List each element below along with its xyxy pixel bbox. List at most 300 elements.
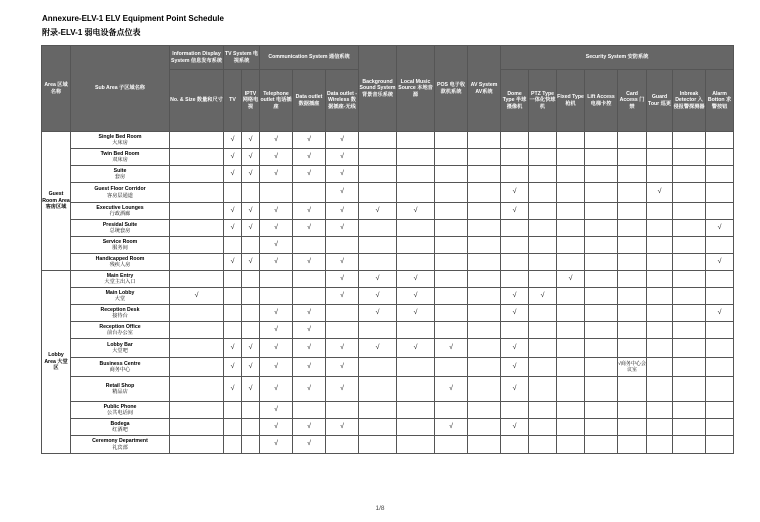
empty-cell	[326, 305, 359, 322]
check-mark: √	[501, 305, 529, 322]
check-mark: √	[326, 254, 359, 271]
empty-cell	[585, 237, 618, 254]
communication-system-header: Communication System 通信系统	[260, 46, 359, 70]
info-display-header: Information Display System 信息发布系统	[170, 46, 224, 70]
empty-cell	[529, 377, 557, 402]
table-row	[42, 419, 734, 436]
empty-cell	[529, 402, 557, 419]
empty-cell	[618, 220, 647, 237]
empty-cell	[647, 132, 673, 149]
empty-cell	[647, 254, 673, 271]
empty-cell	[529, 305, 557, 322]
check-mark: √	[326, 220, 359, 237]
empty-cell	[359, 402, 397, 419]
empty-cell	[359, 166, 397, 183]
area-cell: Guest Room Area 客房区域	[42, 132, 71, 271]
sub-area-name-en: Business Centre	[99, 360, 141, 367]
sub-area-name-en: Public Phone	[103, 403, 137, 410]
check-mark: √	[435, 377, 468, 402]
empty-cell	[706, 183, 734, 203]
empty-cell	[585, 339, 618, 358]
empty-cell	[435, 183, 468, 203]
check-mark: √	[706, 220, 734, 237]
empty-cell	[585, 436, 618, 454]
empty-cell	[529, 254, 557, 271]
empty-cell	[647, 149, 673, 166]
check-mark: √	[706, 305, 734, 322]
empty-cell	[224, 436, 242, 454]
empty-cell	[618, 166, 647, 183]
check-mark: √	[326, 288, 359, 305]
empty-cell	[529, 132, 557, 149]
empty-cell	[706, 132, 734, 149]
empty-cell	[359, 377, 397, 402]
empty-cell	[435, 237, 468, 254]
empty-cell	[170, 305, 224, 322]
empty-cell	[618, 183, 647, 203]
empty-cell	[359, 149, 397, 166]
empty-cell	[706, 166, 734, 183]
telephone-col-header: Telephone outlet 电话插座	[260, 70, 293, 132]
empty-cell	[618, 237, 647, 254]
empty-cell	[326, 402, 359, 419]
wireless-col-header: Data outlet - Wireless 数据插座-无线	[326, 70, 359, 132]
empty-cell	[557, 322, 585, 339]
empty-cell	[359, 132, 397, 149]
empty-cell	[170, 358, 224, 377]
sub-area-cell	[71, 183, 170, 203]
empty-cell	[242, 288, 260, 305]
empty-cell	[647, 237, 673, 254]
check-mark: √	[326, 271, 359, 288]
empty-cell	[618, 419, 647, 436]
empty-cell	[397, 402, 435, 419]
empty-cell	[557, 203, 585, 220]
empty-cell	[706, 377, 734, 402]
table-row	[42, 149, 734, 166]
empty-cell	[585, 305, 618, 322]
empty-cell	[242, 436, 260, 454]
empty-cell	[618, 305, 647, 322]
empty-cell	[468, 305, 501, 322]
empty-cell	[242, 237, 260, 254]
empty-cell	[529, 220, 557, 237]
empty-cell	[435, 220, 468, 237]
empty-cell	[397, 183, 435, 203]
lift-col-header: Lift Access 电梯卡控	[585, 70, 618, 132]
sub-area-name-zh: 总统套房	[109, 228, 131, 234]
tv-system-header: TV System 电视系统	[224, 46, 260, 70]
empty-cell	[170, 132, 224, 149]
sub-area-cell	[71, 132, 170, 149]
empty-cell	[529, 322, 557, 339]
check-mark: √	[224, 358, 242, 377]
inbreak-col-header: Inbreak Detector 入侵报警探测器	[673, 70, 706, 132]
check-mark: √	[706, 254, 734, 271]
sub-area-cell	[71, 254, 170, 271]
equipment-point-schedule-table	[41, 45, 734, 454]
empty-cell	[557, 254, 585, 271]
empty-cell	[397, 436, 435, 454]
empty-cell	[557, 377, 585, 402]
empty-cell	[468, 419, 501, 436]
empty-cell	[468, 203, 501, 220]
empty-cell	[557, 305, 585, 322]
empty-cell	[557, 183, 585, 203]
empty-cell	[647, 436, 673, 454]
sub-area-cell	[71, 377, 170, 402]
check-mark: √	[224, 377, 242, 402]
empty-cell	[501, 132, 529, 149]
sub-area-name-zh: 商务中心	[109, 367, 131, 373]
table-row	[42, 132, 734, 149]
empty-cell	[293, 271, 326, 288]
empty-cell	[647, 322, 673, 339]
check-mark: √	[260, 254, 293, 271]
card-access-note: √商务中心会议室	[618, 358, 647, 377]
table-row	[42, 254, 734, 271]
empty-cell	[673, 436, 706, 454]
empty-cell	[529, 183, 557, 203]
empty-cell	[501, 322, 529, 339]
empty-cell	[468, 402, 501, 419]
check-mark: √	[260, 220, 293, 237]
empty-cell	[585, 358, 618, 377]
empty-cell	[170, 377, 224, 402]
sub-area-name-en: Bodega	[110, 420, 130, 427]
check-mark: √	[242, 339, 260, 358]
check-mark: √	[242, 358, 260, 377]
empty-cell	[326, 322, 359, 339]
empty-cell	[585, 166, 618, 183]
check-mark: √	[293, 132, 326, 149]
area-header: Area 区域名称	[42, 46, 71, 132]
empty-cell	[260, 183, 293, 203]
sub-area-name-zh: 接待台	[112, 313, 128, 319]
sub-area-name-en: Suite	[113, 167, 127, 174]
check-mark: √	[359, 339, 397, 358]
empty-cell	[435, 254, 468, 271]
av-system-header: AV System AV系统	[468, 46, 501, 132]
empty-cell	[468, 436, 501, 454]
check-mark: √	[260, 237, 293, 254]
check-mark: √	[326, 149, 359, 166]
empty-cell	[435, 271, 468, 288]
check-mark: √	[224, 149, 242, 166]
empty-cell	[224, 288, 242, 305]
empty-cell	[529, 166, 557, 183]
sub-area-cell	[71, 419, 170, 436]
empty-cell	[647, 419, 673, 436]
empty-cell	[170, 203, 224, 220]
check-mark: √	[260, 436, 293, 454]
check-mark: √	[293, 149, 326, 166]
empty-cell	[170, 166, 224, 183]
empty-cell	[170, 271, 224, 288]
check-mark: √	[501, 358, 529, 377]
empty-cell	[529, 339, 557, 358]
empty-cell	[673, 183, 706, 203]
empty-cell	[293, 402, 326, 419]
empty-cell	[435, 322, 468, 339]
empty-cell	[170, 402, 224, 419]
document-title-zh: 附录-ELV-1 弱电设备点位表	[42, 28, 141, 37]
sub-area-cell	[71, 322, 170, 339]
check-mark: √	[260, 339, 293, 358]
check-mark: √	[501, 183, 529, 203]
sub-area-cell	[71, 288, 170, 305]
empty-cell	[468, 322, 501, 339]
sub-area-name-zh: 礼宾部	[112, 444, 128, 451]
empty-cell	[170, 254, 224, 271]
guard-col-header: Guard Tour 巡更	[647, 70, 673, 132]
check-mark: √	[397, 271, 435, 288]
check-mark: √	[293, 322, 326, 339]
empty-cell	[224, 419, 242, 436]
empty-cell	[618, 436, 647, 454]
empty-cell	[557, 419, 585, 436]
empty-cell	[501, 149, 529, 166]
check-mark: √	[501, 377, 529, 402]
sub-area-name-zh: 红酒吧	[112, 427, 128, 433]
sub-area-cell	[71, 149, 170, 166]
check-mark: √	[293, 220, 326, 237]
empty-cell	[468, 377, 501, 402]
local-music-header: Local Music Source 本地音源	[397, 46, 435, 132]
empty-cell	[397, 254, 435, 271]
check-mark: √	[242, 132, 260, 149]
sub-area-name-zh: 大床房	[112, 140, 128, 146]
sub-area-name-zh: 公共电话间	[107, 410, 133, 416]
check-mark: √	[501, 288, 529, 305]
check-mark: √	[397, 339, 435, 358]
empty-cell	[706, 322, 734, 339]
empty-cell	[618, 377, 647, 402]
check-mark: √	[224, 132, 242, 149]
empty-cell	[585, 377, 618, 402]
empty-cell	[224, 271, 242, 288]
empty-cell	[673, 358, 706, 377]
sub-area-name-zh: 服务间	[112, 245, 128, 251]
check-mark: √	[224, 203, 242, 220]
sub-area-name-en: Executive Lounges	[96, 204, 144, 211]
empty-cell	[647, 288, 673, 305]
empty-cell	[435, 288, 468, 305]
empty-cell	[706, 203, 734, 220]
empty-cell	[359, 220, 397, 237]
ptz-col-header: PTZ Type 一体化快球机	[529, 70, 557, 132]
empty-cell	[673, 322, 706, 339]
empty-cell	[326, 237, 359, 254]
empty-cell	[435, 166, 468, 183]
empty-cell	[557, 358, 585, 377]
empty-cell	[397, 237, 435, 254]
empty-cell	[468, 132, 501, 149]
sub-area-name-zh: 客房层通道	[107, 192, 133, 199]
empty-cell	[618, 322, 647, 339]
empty-cell	[673, 203, 706, 220]
check-mark: √	[260, 402, 293, 419]
sub-area-cell	[71, 271, 170, 288]
check-mark: √	[293, 339, 326, 358]
empty-cell	[706, 436, 734, 454]
check-mark: √	[326, 203, 359, 220]
check-mark: √	[224, 254, 242, 271]
table-row	[42, 271, 734, 288]
empty-cell	[359, 419, 397, 436]
empty-cell	[359, 358, 397, 377]
empty-cell	[673, 305, 706, 322]
empty-cell	[529, 436, 557, 454]
empty-cell	[618, 254, 647, 271]
empty-cell	[529, 358, 557, 377]
check-mark: √	[242, 166, 260, 183]
empty-cell	[397, 132, 435, 149]
empty-cell	[293, 237, 326, 254]
empty-cell	[585, 322, 618, 339]
sub-area-cell	[71, 237, 170, 254]
empty-cell	[468, 254, 501, 271]
table-row	[42, 183, 734, 203]
empty-cell	[618, 271, 647, 288]
sub-area-name-zh: 精品店	[112, 389, 128, 395]
empty-cell	[468, 149, 501, 166]
check-mark: √	[260, 358, 293, 377]
check-mark: √	[359, 305, 397, 322]
empty-cell	[170, 149, 224, 166]
empty-cell	[585, 271, 618, 288]
empty-cell	[673, 254, 706, 271]
empty-cell	[706, 237, 734, 254]
check-mark: √	[326, 132, 359, 149]
check-mark: √	[557, 271, 585, 288]
page-number: 1/8	[375, 505, 385, 512]
empty-cell	[585, 203, 618, 220]
empty-cell	[224, 183, 242, 203]
dome-col-header: Dome Type 半球摄像机	[501, 70, 529, 132]
document-title-en: Annexure-ELV-1 ELV Equipment Point Schedule	[42, 14, 224, 23]
empty-cell	[647, 305, 673, 322]
empty-cell	[468, 237, 501, 254]
empty-cell	[673, 132, 706, 149]
empty-cell	[557, 288, 585, 305]
check-mark: √	[435, 339, 468, 358]
empty-cell	[359, 183, 397, 203]
empty-cell	[397, 149, 435, 166]
empty-cell	[706, 419, 734, 436]
empty-cell	[647, 402, 673, 419]
check-mark: √	[260, 305, 293, 322]
sub-area-name-zh: 套房	[114, 174, 126, 180]
empty-cell	[468, 166, 501, 183]
empty-cell	[359, 237, 397, 254]
empty-cell	[501, 271, 529, 288]
check-mark: √	[397, 203, 435, 220]
empty-cell	[529, 203, 557, 220]
empty-cell	[557, 149, 585, 166]
schedule-body	[42, 132, 734, 454]
table-row	[42, 166, 734, 183]
check-mark: √	[242, 377, 260, 402]
empty-cell	[557, 402, 585, 419]
empty-cell	[529, 237, 557, 254]
no-size-header: No. & Size 数量和尺寸	[170, 70, 224, 132]
empty-cell	[673, 339, 706, 358]
empty-cell	[435, 402, 468, 419]
pos-header: POS 电子收款机系统	[435, 46, 468, 132]
empty-cell	[260, 288, 293, 305]
sub-area-name-en: Single Bed Room	[98, 133, 142, 140]
sub-area-name-zh: 行政酒廊	[109, 211, 131, 217]
empty-cell	[647, 166, 673, 183]
empty-cell	[501, 237, 529, 254]
check-mark: √	[501, 419, 529, 436]
empty-cell	[585, 288, 618, 305]
empty-cell	[618, 149, 647, 166]
empty-cell	[170, 220, 224, 237]
check-mark: √	[260, 377, 293, 402]
check-mark: √	[293, 377, 326, 402]
empty-cell	[293, 183, 326, 203]
check-mark: √	[260, 166, 293, 183]
iptv-col-header: IPTV 网络电视	[242, 70, 260, 132]
empty-cell	[673, 288, 706, 305]
sub-area-name-en: Reception Office	[99, 323, 141, 330]
empty-cell	[557, 339, 585, 358]
table-row	[42, 377, 734, 402]
empty-cell	[468, 288, 501, 305]
sub-area-name-en: Handicapped Room	[95, 255, 145, 262]
table-row	[42, 322, 734, 339]
empty-cell	[647, 220, 673, 237]
empty-cell	[618, 288, 647, 305]
empty-cell	[673, 237, 706, 254]
empty-cell	[529, 149, 557, 166]
sub-area-cell	[71, 203, 170, 220]
empty-cell	[585, 183, 618, 203]
empty-cell	[706, 288, 734, 305]
check-mark: √	[260, 419, 293, 436]
sub-area-header: Sub Area 子区域名称	[71, 46, 170, 132]
sub-area-cell	[71, 402, 170, 419]
empty-cell	[618, 339, 647, 358]
check-mark: √	[529, 288, 557, 305]
empty-cell	[242, 305, 260, 322]
sub-area-name-en: Main Lobby	[105, 289, 135, 296]
sub-area-name-en: Lobby Bar	[107, 341, 133, 348]
empty-cell	[435, 305, 468, 322]
sub-area-name-zh: 双床房	[112, 157, 128, 163]
check-mark: √	[224, 166, 242, 183]
empty-cell	[224, 322, 242, 339]
table-row	[42, 358, 734, 377]
table-row	[42, 305, 734, 322]
check-mark: √	[242, 203, 260, 220]
empty-cell	[170, 436, 224, 454]
empty-cell	[397, 377, 435, 402]
empty-cell	[224, 305, 242, 322]
empty-cell	[706, 402, 734, 419]
check-mark: √	[293, 203, 326, 220]
empty-cell	[242, 419, 260, 436]
security-system-header: Security System 安防系统	[501, 46, 734, 70]
empty-cell	[170, 183, 224, 203]
empty-cell	[585, 132, 618, 149]
check-mark: √	[260, 203, 293, 220]
check-mark: √	[260, 132, 293, 149]
empty-cell	[359, 322, 397, 339]
table-row	[42, 339, 734, 358]
